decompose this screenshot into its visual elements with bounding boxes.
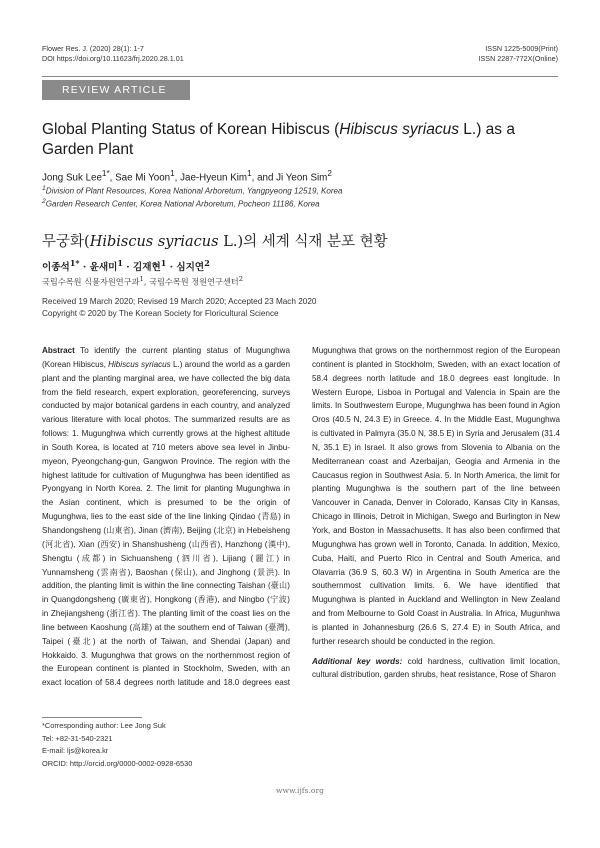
affiliations-korean: 국립수목원 식물자원연구과$^1$, 국립수목원 정원연구센터$^2$ [42, 275, 244, 287]
corresponding-author: *Corresponding author: Lee Jong Suk [42, 721, 166, 730]
keywords: Additional key words: cold hardness, cultivation limit location, cultural distribution, garden shrubs, heat resistance, Rose of Sharon [312, 656, 560, 680]
article-dates [42, 296, 316, 320]
issn-header [478, 44, 558, 64]
affiliation-2: $^2$Garden Research Center, Korea National Arboretum, Pocheon 11186, Korea [42, 198, 320, 209]
article-type-badge: REVIEW ARTICLE [42, 80, 190, 100]
abstract-column-left [42, 344, 290, 692]
abstract-column-right [312, 344, 560, 682]
author-tel: Tel: +82-31-540-2321 [42, 733, 113, 743]
affiliation-1: $^1$Division of Plant Resources, Korea National Arboretum, Yangpyeong 12519, Korea [42, 185, 343, 196]
authors-english: Jong Suk Lee$^{1*}$, Sae Mi Yoon$^1$, Jae-Hyeun Kim$^1$, and Ji Yeon Sim$^2$ [42, 169, 332, 184]
doi-link[interactable]: DOI https://doi.org/10.11623/frj.2020.28.1.01 [42, 54, 184, 63]
authors-korean: 이종석$^{1*}$ · 윤새미$^1$ · 김재현$^1$ · 심지연$^2$ [42, 258, 210, 274]
article-title: Global Planting Status of Korean Hibiscus (Hibiscus syriacus L.) as a Garden Plant [42, 121, 515, 158]
footer-url[interactable]: www.ijfs.org [276, 786, 324, 795]
footnote-rule [42, 717, 142, 718]
keywords-label: Additional key words: [312, 656, 403, 666]
header-rule [42, 76, 558, 77]
correspondence-footnote [42, 720, 192, 770]
issn-online: ISSN 2287-772X(Online) [478, 54, 558, 63]
abstract-text-left: Abstract To identify the current planting status of Mugunghwa (Korean Hibiscus, Hibiscus syriacus L.) around the world as a garden plant and the planting marginal area, we have collected the big data from the field research, expert exploration, georeferencing, surveys conducted by major botanical gardens in each country, and analyzed various literature with local photos. The summarized results are as follows: 1. Mugunghwa which currently grows at the highest altitude in South Korea, is located at 710 meters above sea level in Jinbu-myeon, Pyeongchang-gun, Gangwon Province. The region with the highest latitude for cultivation of Mugunghwa has been identified as Pyongyang in North Korea. 2. The limit for planting Mugunghwa in the Asian continent, which is presumed to be the origin of Mugunghwa, lies to the east side of the line linking Qindao (青島) in Shandongsheng (山東省), Jinan (濟南), Beijing (北京) in Hebeisheng (河北省), Xian (西安) in Shanshusheng (山西省), Hanzhong (漢中), Shengtu (成都) in Sichuansheng (泗川省), Lijiang (麗江) in Yunnamsheng (雲南省), Baoshan (保山), and Jinghong (景洪). In addition, the planting limit is within the line connecting Taishan (臺山) in Quangdongsheng (廣東省), Hongkong (香港), and Ningbo (宁波) in Zhejiangsheng (浙江省). The planting limit of the coast lies on the line between Kaoshung (高雄) at the southern end of Taiwan (臺灣), Taipei (臺北) at the north of Taiwan, and Shendai (Japan) and Hokkaido. 3. Mugunghwa that grows on the northernmost region of the European continent is planted in Stockholm, Sweden, with an exact location of 58.4 degrees north latitude and 18.0 degrees east [42, 346, 290, 688]
abstract-continuation: Mugunghwa that grows on the northernmost region of the European continent is planted in Stockholm, Sweden, with an exact location of 58.4 degrees north latitude and 18.0 degrees east longitude. In Western Europe, Lisboa in Portugal and Valencia in Spain are the limits. In Southwestern Europe, Mugunghwa has been found in Agion Oros (40.5 N, 24.3 E) in Greece. 4. In the Middle East, Mugunghwa is cultivated in Palmyra (35.0 N, 38.5 E) in Syria and Jerusalem (31.4 N, 35.1 E) in Israel. It also grows from Slovenia to Albania on the Mediterranean coast and Azerbaijan, Geogia and Armenia in the Caucasus region in Southwest Asia. 5. In North America, the limit for planting Mugunghwa is the southern part of the line between Vancouver in Canada, Denver in Colorado, Kansas City in Kansas, Chicago in Illinois, Detroit in Michigan, Swego and Burlington in New York, and Boston in Massachusetts. It has also been confirmed that Mugunghwa has grown well in Toronto, Canada. In addition, Mexico, Cuba, Haiti, and Puerto Rico in Central and South America, and Olavarria (36.9 S, 60.3 W) in Argentina in South America are the southernmost cultivation limits. 6. We have identified that Mugunghwa is planted in Auckland and Wellington in New Zealand and from Melbourne to Gold Coast in Australia. In Africa, Mugunhwa is planted in Johannesburg (26.6 S, 27.4 E) in South Africa, and further research should be conducted in the region. [312, 346, 560, 646]
journal-citation: Flower Res. J. (2020) 28(1): 1-7 [42, 44, 144, 53]
journal-header [42, 44, 184, 64]
received-dates: Received 19 March 2020; Revised 19 March 2020; Accepted 23 Mach 2020 [42, 297, 317, 306]
author-email[interactable]: E-mail: ljs@korea.kr [42, 746, 109, 755]
copyright-line: Copyright © 2020 by The Korean Society for Floricultural Science [42, 309, 279, 318]
issn-print: ISSN 1225-5009(Print) [485, 44, 558, 53]
abstract-label: Abstract [42, 346, 75, 355]
korean-title: 무궁화(Hibiscus syriacus L.)의 세계 식재 분포 현황 [42, 234, 388, 250]
abstract-text-right [312, 344, 560, 649]
author-orcid[interactable]: ORCID: http://orcid.org/0000-0002-0928-6530 [42, 758, 193, 768]
